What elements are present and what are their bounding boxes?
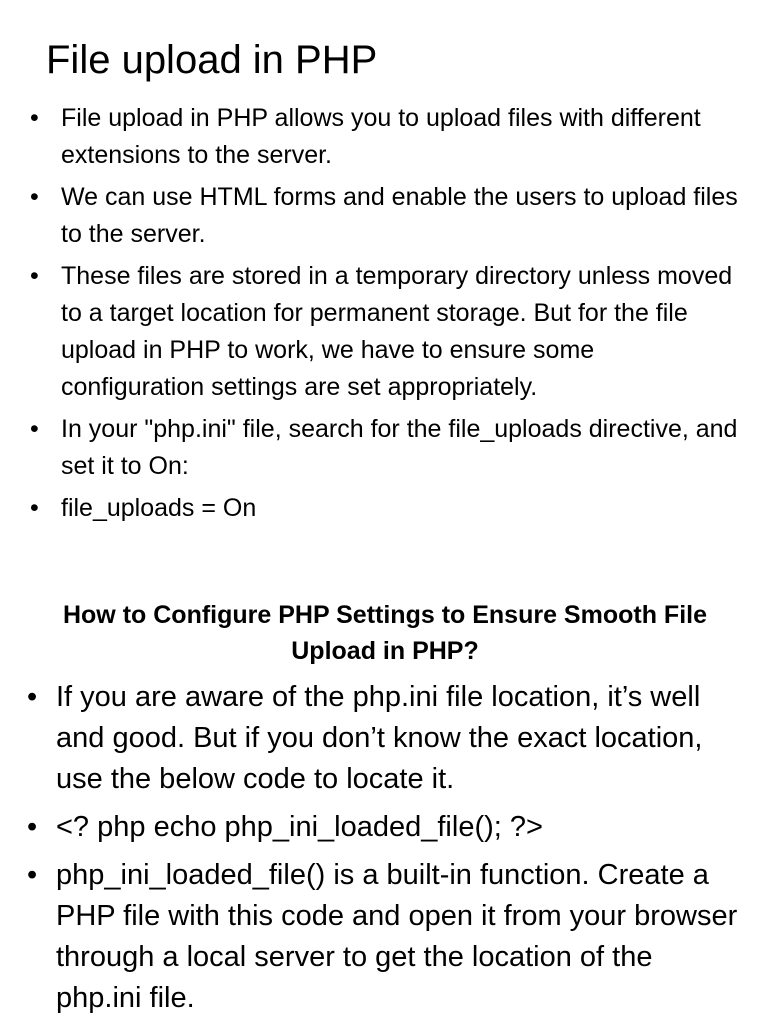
list-item — [0, 100, 740, 174]
bullet-list-intro — [0, 100, 740, 532]
bullet-icon: • — [30, 262, 39, 290]
list-item-text: file_uploads = On — [61, 494, 257, 522]
list-item — [0, 855, 740, 1019]
bullet-icon: • — [27, 681, 38, 713]
list-item — [0, 258, 740, 406]
slide-title: File upload in PHP — [46, 38, 378, 82]
list-item — [0, 179, 740, 253]
section-heading: How to Configure PHP Settings to Ensure Smooth File Upload in PHP? — [62, 601, 707, 665]
list-item-text: In your "php.ini" file, search for the file_uploads directive, and set it to On: — [61, 415, 738, 480]
bullet-icon: • — [30, 183, 39, 211]
bullet-list-config — [0, 677, 740, 1026]
code-snippet-text: <? php echo php_ini_loaded_file(); ?> — [56, 811, 543, 843]
bullet-icon: • — [30, 415, 39, 443]
list-item-text: We can use HTML forms and enable the users to upload files to the server. — [61, 183, 738, 248]
list-item — [0, 411, 740, 485]
bullet-icon: • — [27, 811, 38, 843]
bullet-icon: • — [30, 104, 39, 132]
bullet-icon: • — [27, 859, 38, 891]
list-item-text: If you are aware of the php.ini file location, it’s well and good. But if you don’t know the exact location, use the below code to locate it. — [56, 681, 703, 795]
list-item-text: File upload in PHP allows you to upload files with different extensions to the server. — [61, 104, 701, 169]
bullet-icon: • — [30, 494, 39, 522]
list-item — [0, 677, 740, 800]
list-item — [0, 490, 740, 527]
list-item-text: These files are stored in a temporary directory unless moved to a target location for permanent storage. But for the file upload in PHP to work, we have to ensure some configuration settings are set appropriately. — [61, 262, 733, 401]
list-item — [0, 807, 740, 848]
list-item-text: php_ini_loaded_file() is a built-in function. Create a PHP file with this code and open it from your browser through a local server to get the location of the php.ini file. — [56, 859, 738, 1014]
